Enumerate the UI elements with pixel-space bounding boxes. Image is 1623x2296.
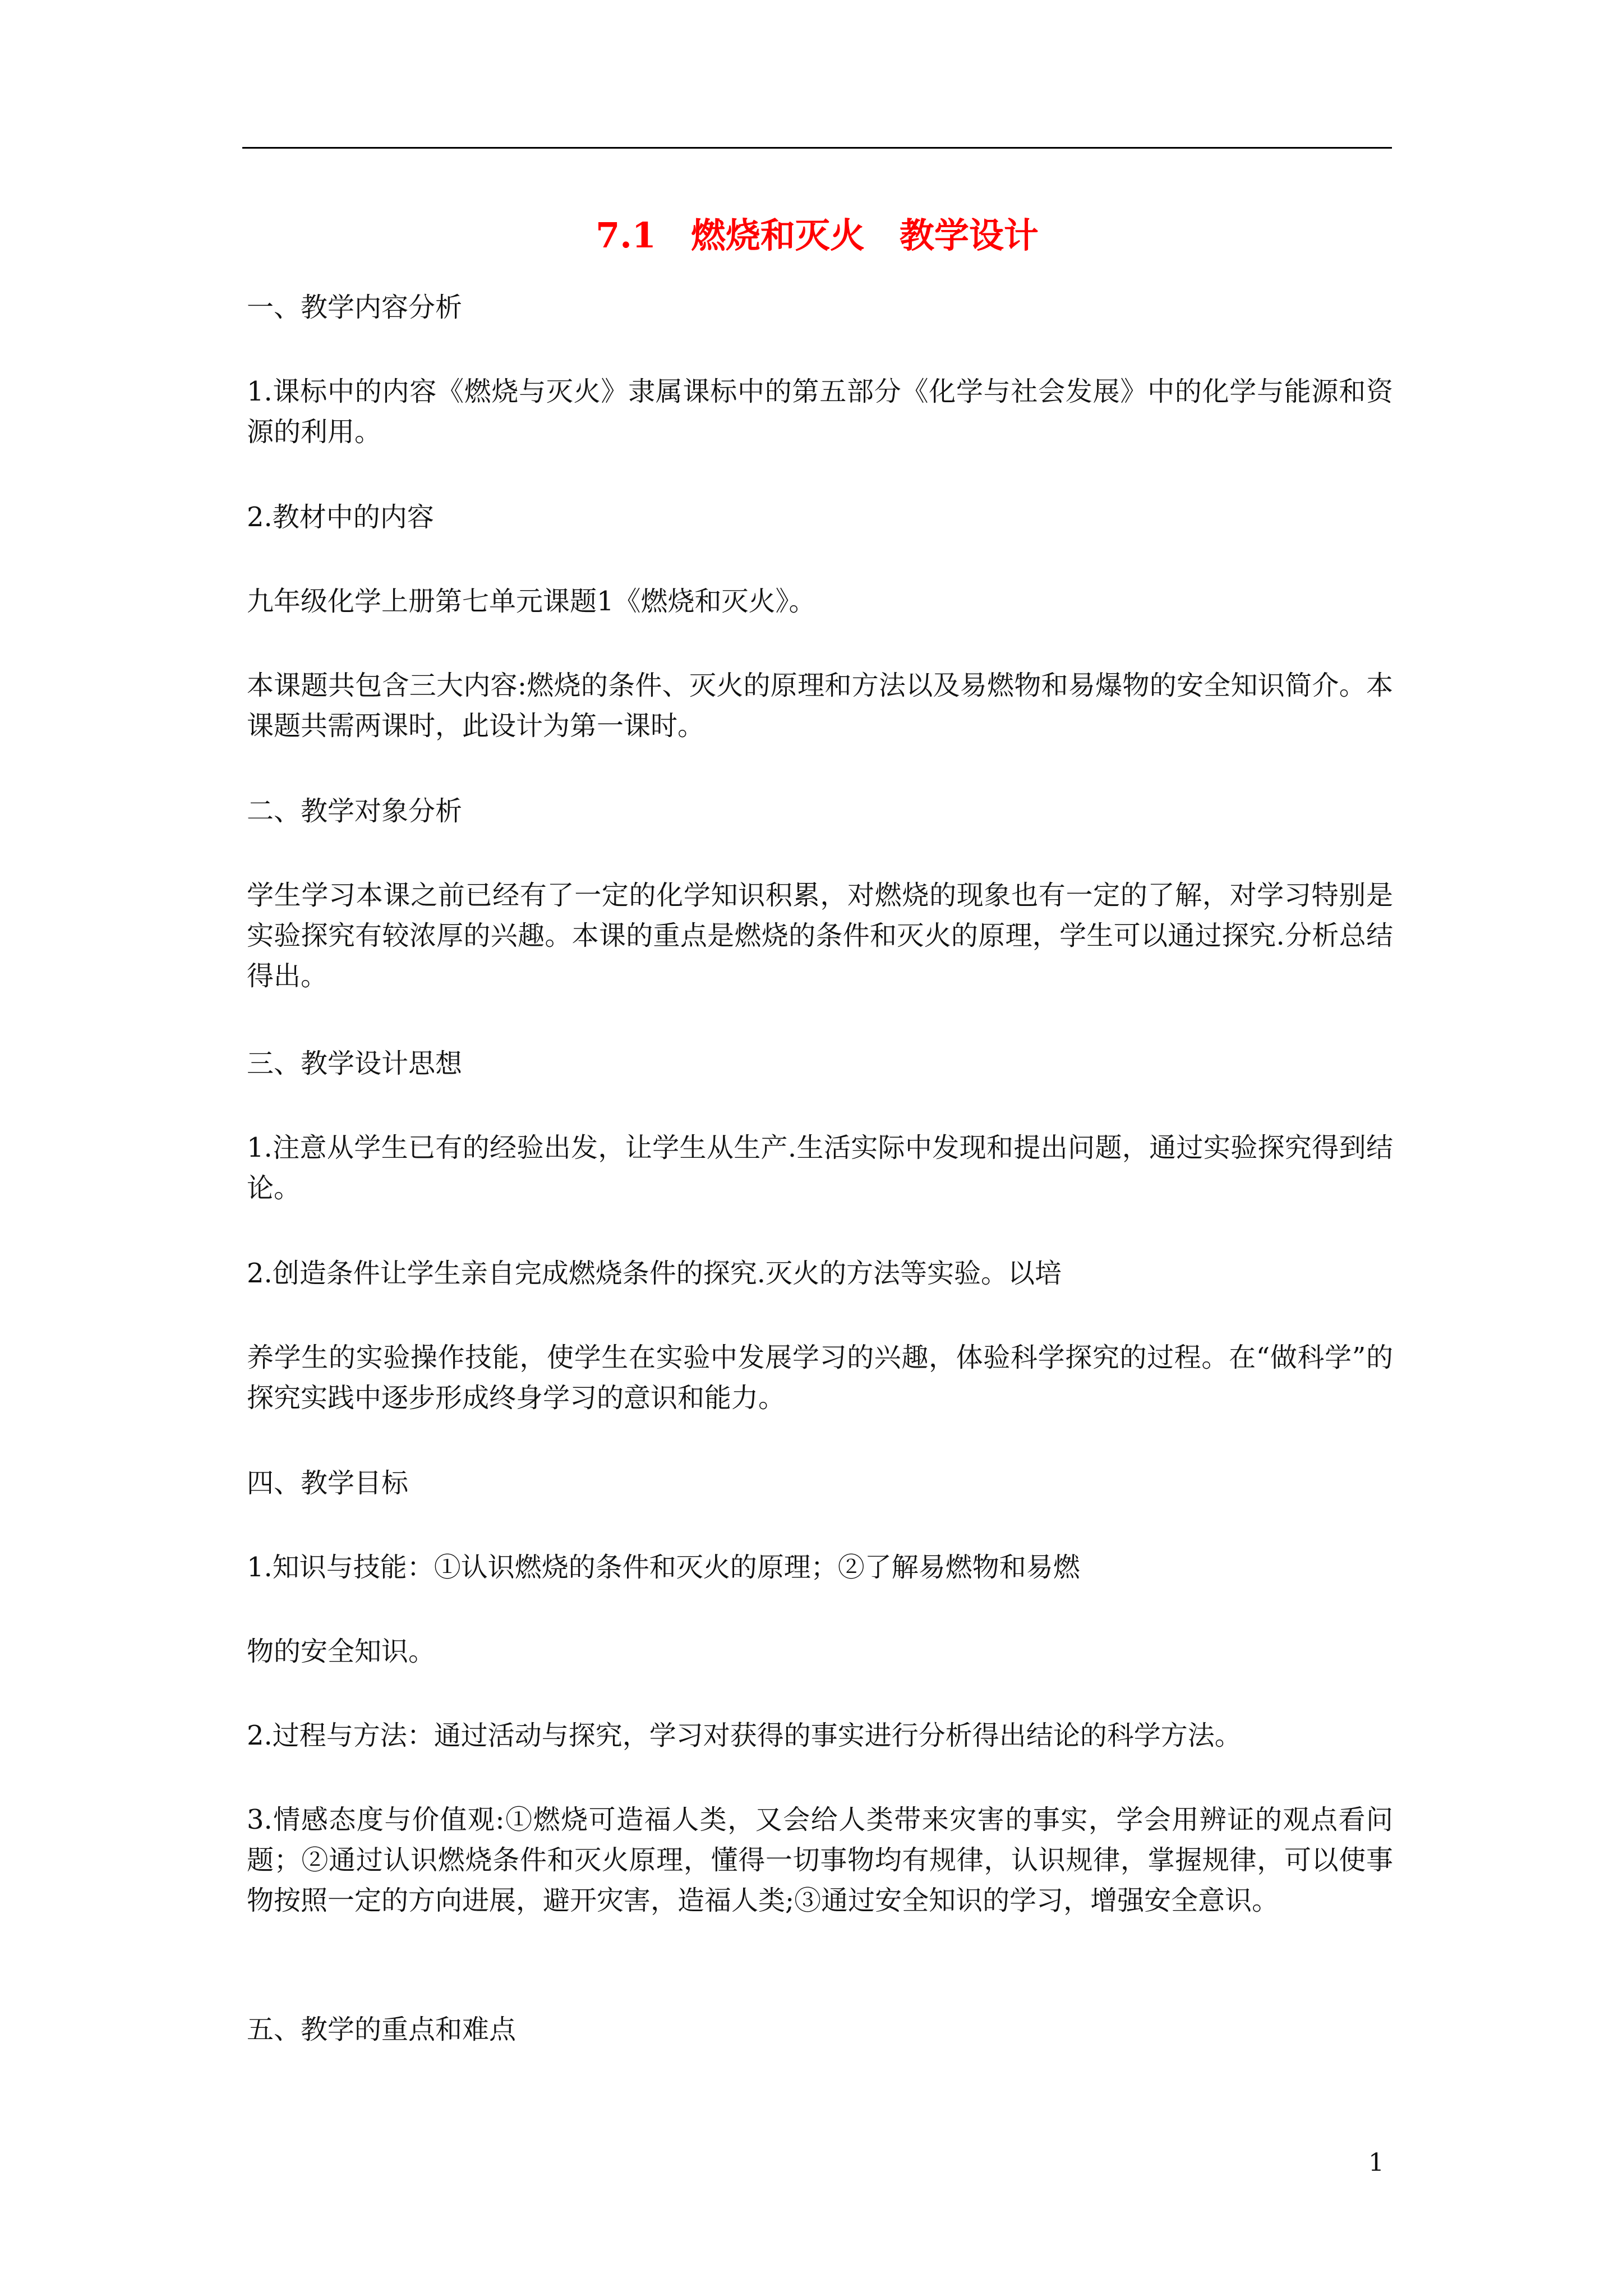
section-heading-student-analysis: 二、教学对象分析 xyxy=(247,795,463,827)
paragraph-goal-attitude: 3.情感态度与价值观:①燃烧可造福人类，又会给人类带来灾害的事实，学会用辨证的观点看问题；②通过认识燃烧条件和灭火原理，懂得一切事物均有规律，认识规律，掌握规律，可以使事物按照一定的方向进展，避开灾害，造福人类;③通过安全知识的学习，增强安全意识。 xyxy=(247,1804,1393,1916)
paragraph-design-idea-1: 1.注意从学生已有的经验出发，让学生从生产.生活实际中发现和提出问题，通过实验探究得到结论。 xyxy=(247,1132,1393,1204)
section-heading-design-idea: 三、教学设计思想 xyxy=(247,1048,463,1079)
document-title: 7.1 燃烧和灭火 教学设计 xyxy=(596,215,1039,256)
page-number: 1 xyxy=(1368,2148,1384,2177)
paragraph-textbook-unit: 九年级化学上册第七单元课题1《燃烧和灭火》。 xyxy=(247,586,816,617)
paragraph-design-idea-2: 2.创造条件让学生亲自完成燃烧条件的探究.灭火的方法等实验。以培 xyxy=(247,1258,1062,1289)
paragraph-design-idea-2-continued: 养学生的实验操作技能，使学生在实验中发展学习的兴趣，体验科学探究的过程。在“做科学”的探究实践中逐步形成终身学习的意识和能力。 xyxy=(247,1342,1393,1414)
paragraph-goal-process: 2.过程与方法：通过活动与探究，学习对获得的事实进行分析得出结论的科学方法。 xyxy=(247,1720,1242,1751)
section-heading-key-points: 五、教学的重点和难点 xyxy=(247,2014,517,2045)
paragraph-goal-knowledge: 1.知识与技能：①认识燃烧的条件和灭火的原理；②了解易燃物和易燃 xyxy=(247,1552,1080,1583)
paragraph-lesson-overview: 本课题共包含三大内容:燃烧的条件、灭火的原理和方法以及易燃物和易爆物的安全知识简介。本课题共需两课时，此设计为第一课时。 xyxy=(247,670,1393,742)
paragraph-student-analysis: 学生学习本课之前已经有了一定的化学知识积累，对燃烧的现象也有一定的了解，对学习特别是实验探究有较浓厚的兴趣。本课的重点是燃烧的条件和灭火的原理，学生可以通过探究.分析总结得出。 xyxy=(247,880,1393,992)
paragraph-goal-knowledge-continued: 物的安全知识。 xyxy=(247,1636,436,1667)
header-rule xyxy=(242,147,1392,149)
section-heading-teaching-goals: 四、教学目标 xyxy=(247,1467,409,1499)
section-heading-content-analysis: 一、教学内容分析 xyxy=(247,292,463,323)
paragraph-textbook-content-heading: 2.教材中的内容 xyxy=(247,501,434,533)
paragraph-curriculum-content: 1.课标中的内容《燃烧与灭火》隶属课标中的第五部分《化学与社会发展》中的化学与能源和资源的利用。 xyxy=(247,376,1393,448)
